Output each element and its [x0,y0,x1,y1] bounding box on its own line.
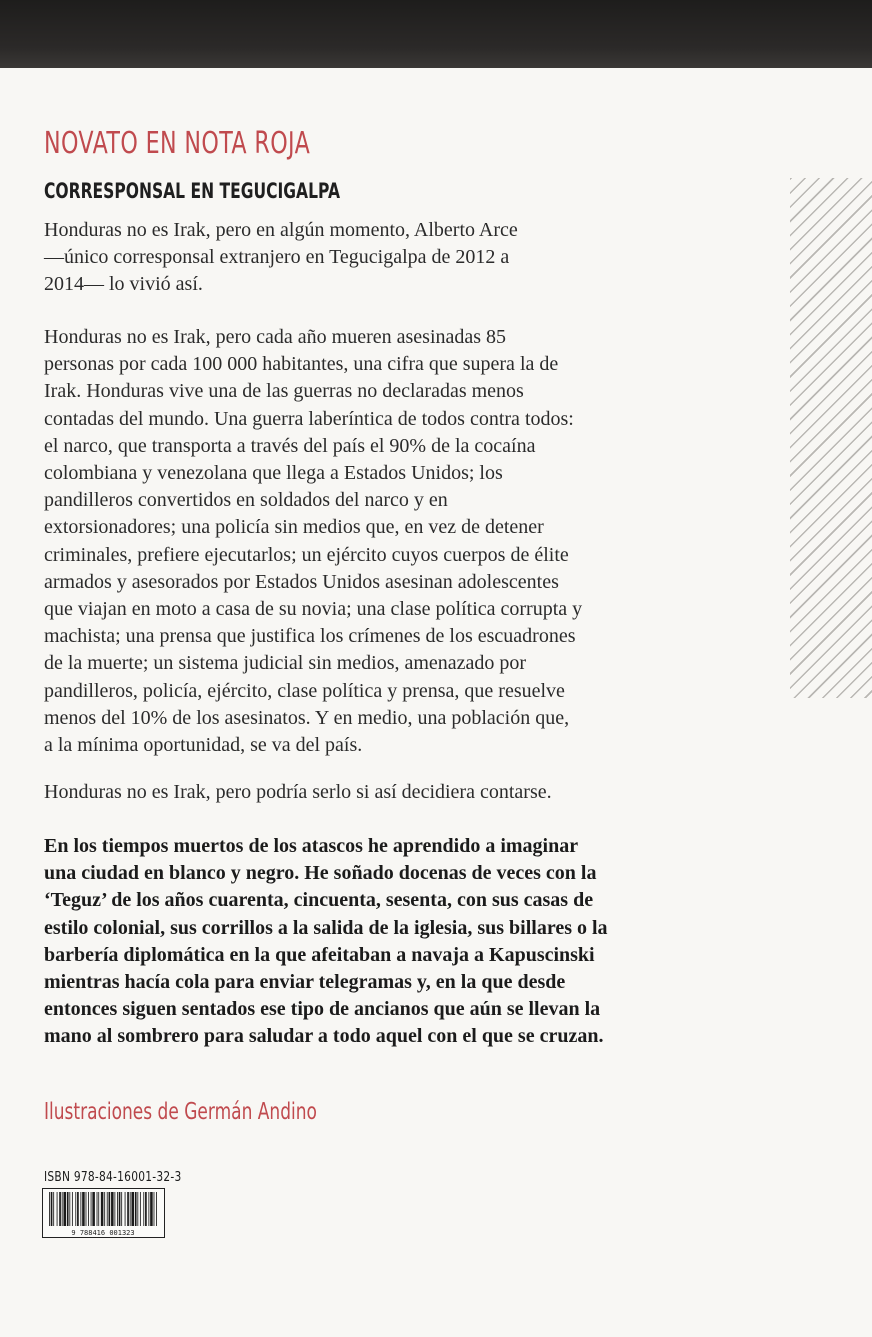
barcode-bar [111,1192,114,1226]
barcode-bar [98,1192,99,1226]
barcode-bar [77,1192,79,1226]
barcode-bar [91,1192,92,1226]
barcode-bar [97,1192,98,1226]
barcode-bar [125,1192,126,1226]
barcode [42,1188,165,1238]
barcode-bar [156,1192,157,1226]
text-line: a la mínima oportunidad, se va del país. [44,734,363,757]
barcode-bar [88,1192,89,1226]
quote-line: En los tiempos muertos de los atascos he aprendido a imaginar [44,835,579,857]
barcode-digits: 9 788416 001323 [71,1229,135,1237]
barcode-bar [150,1192,153,1226]
barcode-bar [86,1192,87,1226]
barcode-bar [131,1192,134,1226]
barcode-bar [135,1192,137,1226]
barcode-bar [143,1192,144,1226]
text-line: Honduras no es Irak, pero podría serlo si así decidiera contarse. [44,781,552,803]
barcode-bar [82,1192,85,1226]
text-line: machista; una prensa que justifica los crímenes de los escuadrones [44,625,576,648]
quote-line: ‘Teguz’ de los años cuarenta, cincuenta, sesenta, con sus casas de [44,889,594,912]
quote-line: estilo colonial, sus corrillos a la salida de la iglesia, sus billares o la [44,916,608,939]
barcode-bar [63,1192,66,1226]
text-line: el narco, que transporta a través del país el 90% de la cocaína [44,434,536,457]
text-line: Irak. Honduras vive una de las guerras no declaradas menos [44,380,524,403]
barcode-bar [49,1192,50,1226]
text-line: contadas del mundo. Una guerra laberíntica de todos contra todos: [44,407,574,430]
barcode-bar [107,1192,108,1226]
barcode-bar [104,1192,105,1226]
text-line: —único corresponsal extranjero en Tegucigalpa de 2012 a [44,246,510,269]
barcode-bar [72,1192,73,1226]
quote-line: mientras hacía cola para enviar telegramas y, en la que desde [44,971,566,994]
text-line: pandilleros convertidos en soldados del narco y en [44,489,448,512]
barcode-bar [127,1192,129,1226]
text-line: Honduras no es Irak, pero cada año mueren asesinadas 85 [44,326,507,348]
book-subtitle: CORRESPONSAL EN TEGUCIGALPA [44,179,340,203]
barcode-bar [145,1192,147,1226]
barcode-bar [137,1192,138,1226]
barcode-bar [114,1192,115,1226]
barcode-bar [80,1192,81,1226]
barcode-bar [59,1192,61,1226]
barcode-bar [130,1192,131,1226]
text-line: extorsionadores; una policía sin medios que, en vez de detener [44,516,544,539]
text-line: que viajan en moto a casa de su novia; una clase política corrupta y [44,598,583,621]
intro-paragraph [44,217,744,299]
quote-line: una ciudad en blanco y negro. He soñado docenas de veces con la [44,862,597,885]
quote-line: entonces siguen sentados ese tipo de ancianos que aún se llevan la [44,998,601,1021]
illustrations-credit: Ilustraciones de Germán Andino [44,1099,317,1125]
closing-paragraph [44,779,744,806]
text-line: Honduras no es Irak, pero en algún momento, Alberto Arce [44,219,518,241]
barcode-bar [140,1192,141,1226]
hatch-pattern-decoration [790,178,872,698]
text-line: pandilleros, policía, ejército, clase política y prensa, que resuelve [44,679,565,702]
barcode-bar [101,1192,104,1226]
barcode-bar [69,1192,70,1226]
book-quote [44,833,744,1051]
text-line: personas por cada 100 000 habitantes, una cifra que supera la de [44,353,559,376]
top-dark-band [0,0,872,68]
barcode-bar [148,1192,149,1226]
text-line: armados y asesorados por Estados Unidos asesinan adolescentes [44,570,559,593]
barcode-bar [121,1192,122,1226]
text-line: menos del 10% de los asesinatos. Y en medio, una población que, [44,706,570,729]
barcode-bar [154,1192,155,1226]
barcode-bar [62,1192,63,1226]
text-line: colombiana y venezolana que llega a Estados Unidos; los [44,462,503,485]
barcode-bar [119,1192,121,1226]
barcode-bar [92,1192,95,1226]
barcode-bar [75,1192,76,1226]
barcode-bars [43,1189,164,1237]
barcode-bar [117,1192,118,1226]
isbn-label: ISBN 978-84-16001-32-3 [44,1170,182,1185]
barcode-bar [57,1192,58,1226]
main-paragraph [44,324,744,759]
barcode-bar [67,1192,69,1226]
barcode-bar [109,1192,111,1226]
barcode-bar [51,1192,53,1226]
barcode-bar [53,1192,54,1226]
quote-line: barbería diplomática en la que afeitaban a navaja a Kapuscinski [44,943,595,966]
text-line: de la muerte; un sistema judicial sin medios, amenazado por [44,652,527,675]
text-line: criminales, prefiere ejecutarlos; un ejército cuyos cuerpos de élite [44,543,569,566]
quote-line: mano al sombrero para saludar a todo aquel con el que se cruzan. [44,1025,604,1048]
book-title: NOVATO EN NOTA ROJA [44,126,311,161]
text-line: 2014— lo vivió así. [44,273,203,296]
